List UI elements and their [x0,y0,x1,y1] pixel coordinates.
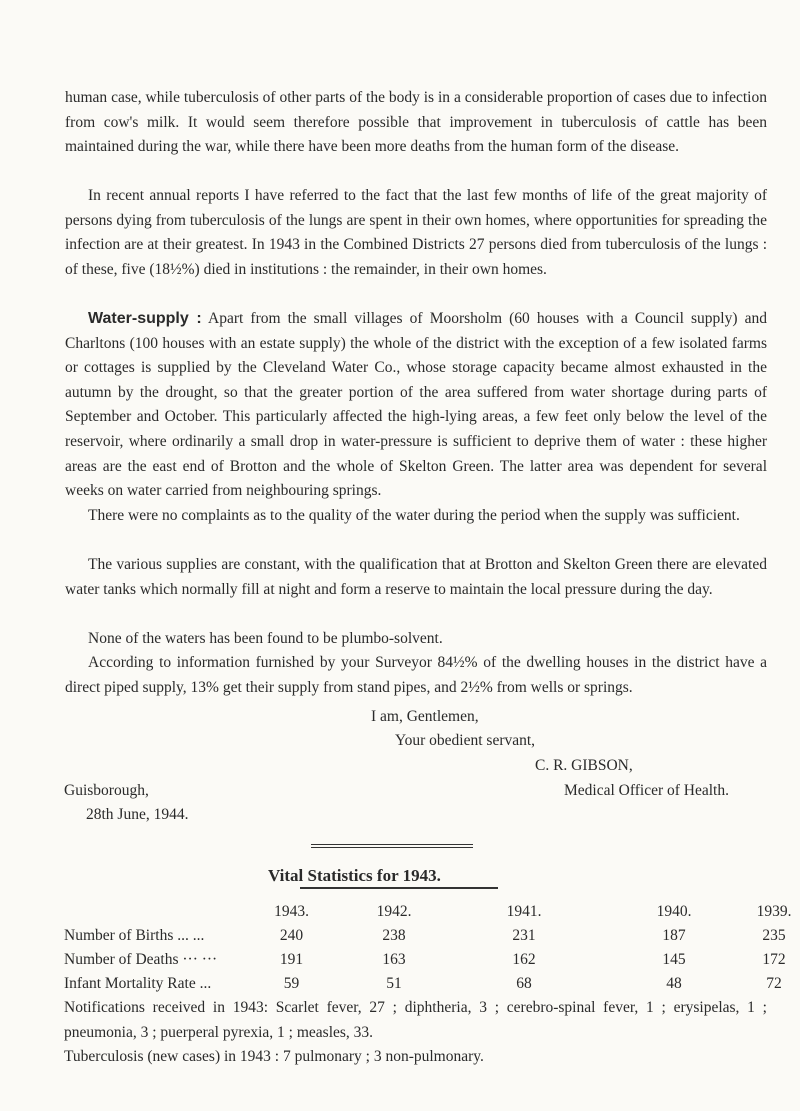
table-row [64,972,799,996]
signature-closing: I am, Gentlemen, [371,708,479,725]
signature-date: 28th June, 1944. [86,806,189,823]
table-cell: 240 [279,927,304,944]
row-label: Number of Deaths ··· ··· [64,951,218,968]
section-divider-bottom [311,847,473,848]
paragraph-tuberculosis-homes: In recent annual reports I have referred to the fact that the last few months of life of the great majority of persons dying from tuberculosis of the lungs are spent in their own homes, where opportunities for spreading the infection are at their greatest. In 1943 in the Combined Districts 27 persons died from tuberculosis of the lungs : of these, five (18½%) died in institutions : the remainder, in their own homes. [65,187,767,278]
year-header: 1942. [376,903,412,920]
table-cell: 68 [516,975,532,992]
table-cell: 72 [766,975,782,992]
table-cell: 162 [512,951,536,968]
year-header: 1939. [756,903,792,920]
vital-statistics-title: Vital Statistics for 1943. [268,866,441,885]
signature-name: C. R. GIBSON, [535,757,633,774]
paragraph-surveyor: According to information furnished by your Surveyor 84½% of the dwelling houses in the district have a direct piped supply, 13% get their supply from stand pipes, and 2½% from wells or springs. [65,654,767,696]
table-header-row [64,900,799,924]
row-label: Infant Mortality Rate ... [64,975,212,992]
paragraph-tuberculosis-cattle: human case, while tuberculosis of other parts of the body is in a considerable proportion of cases due to infection from cow's milk. It would seem therefore possible that improvement in tuberculosis of cattle has been maintained during the war, while there have been more deaths from the human form of the disease. [65,89,767,156]
signature-place: Guisborough, [64,782,149,799]
signature-title: Medical Officer of Health. [564,782,729,799]
table-cell: 172 [762,951,786,968]
year-header: 1940. [656,903,692,920]
table-cell: 145 [662,951,686,968]
paragraph-water-quality: There were no complaints as to the quality of the water during the period when the supply was sufficient. [88,507,740,524]
tuberculosis-cases-text: Tuberculosis (new cases) in 1943 : 7 pulmonary ; 3 non-pulmonary. [64,1048,484,1066]
paragraph-supplies-constant: The various supplies are constant, with the qualification that at Brotton and Skelton Green there are elevated water tanks which normally fill at night and form a reserve to maintain the local pressure during the day. [65,556,767,598]
table-cell: 187 [662,927,686,944]
water-supply-text: Apart from the small villages of Moorsholm (60 houses with a Council supply) and Charltons (100 houses with an estate supply) the whole of the district with the exception of a few isolated farms or cottages is supplied by the Cleveland Water Co., whose storage capacity became almost exhausted in the autumn by the drought, so that the greater portion of the area suffered from water shortage during parts of September and October. This particularly affected the high-lying areas, a few feet only below the level of the reservoir, where ordinarily a small drop in water-pressure is sufficient to deprive them of water : these higher areas are the east end of Brotton and the whole of Skelton Green. The latter area was dependent for several weeks on water carried from neighbouring springs. [65,310,768,500]
water-supply-heading: Water-supply : [88,310,202,327]
notifications-text: Notifications received in 1943: Scarlet fever, 27 ; diphtheria, 3 ; cerebro-spinal fever, 1 ; erysipelas, 1 ; pneumonia, 3 ; puerperal pyrexia, 1 ; measles, 33. [64,999,767,1041]
signature-servant: Your obedient servant, [395,732,536,749]
paragraph-plumbo-solvent: None of the waters has been found to be plumbo-solvent. [88,630,443,647]
table-cell: 238 [382,927,406,944]
section-divider-top [311,844,473,845]
table-cell: 48 [666,975,682,992]
table-cell: 163 [382,951,406,968]
year-header: 1943. [274,903,309,920]
row-label: Number of Births ... ... [64,927,205,944]
table-cell: 231 [512,927,536,944]
year-header: 1941. [506,903,542,920]
table-cell: 191 [279,951,304,968]
vital-statistics-table [64,900,799,996]
paragraph-water-supply [65,307,767,504]
notifications-section [64,996,767,1070]
table-cell: 51 [386,975,402,992]
table-row [64,924,799,948]
table-cell: 59 [283,975,300,992]
table-cell: 235 [762,927,786,944]
vital-statistics-title-underline [300,887,498,889]
table-row [64,948,799,972]
